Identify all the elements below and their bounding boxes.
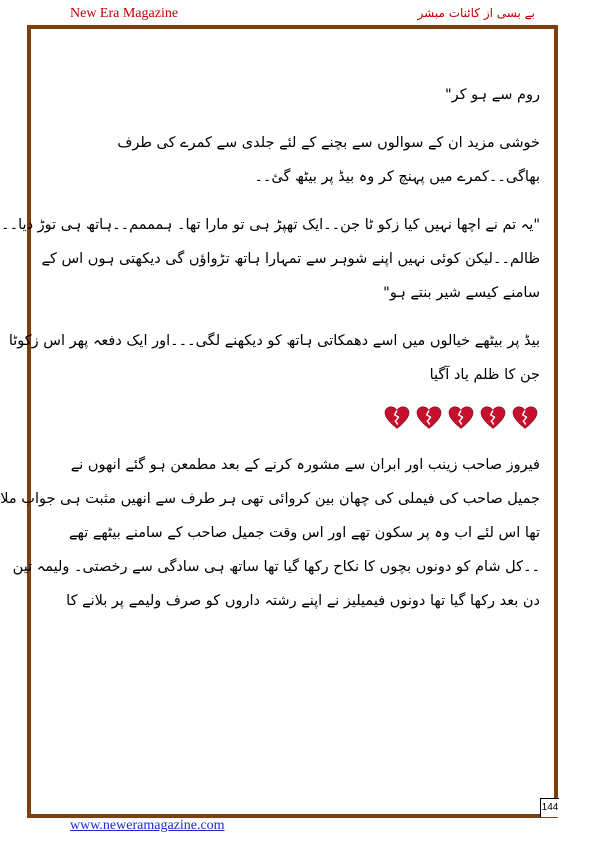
story-body: [0, 78, 540, 632]
broken-heart-icon: [480, 406, 506, 430]
broken-heart-icon: [416, 406, 442, 430]
broken-heart-icon: [448, 406, 474, 430]
section-divider: [55, 406, 540, 436]
page-number: 144: [540, 798, 559, 817]
broken-heart-icon: [384, 406, 410, 430]
text-line: جن کا ظلم یاد آگیا: [429, 367, 540, 383]
paragraph: [8, 324, 540, 392]
broken-heart-icon: [512, 406, 538, 430]
text-line: "یہ تم نے اچھا نہیں کیا زکو ٹا جن۔۔ایک تھپڑ ہی تو مارا تھا۔ ہمممم۔۔ہاتھ ہی توڑ دیا۔۔: [1, 217, 540, 233]
paragraph: [55, 78, 540, 112]
paragraph: [1, 208, 540, 310]
paragraph: [0, 448, 540, 618]
text-line: دن بعد رکھا گیا تھا دونوں فیمیلیز نے اپنے رشتہ داروں کو صرف ولیمے پر بلانے کا: [66, 593, 540, 609]
magazine-name: New Era Magazine: [70, 6, 179, 21]
paragraph: [55, 126, 540, 194]
text-line: خوشی مزید ان کے سوالوں سے بچنے کے لئے جلدی سے کمرے کی طرف: [117, 135, 540, 151]
text-line: سامنے کیسے شیر بنتے ہو": [383, 285, 540, 301]
text-line: بھاگی۔۔کمرے میں پہنچ کر وہ بیڈ پر بیٹھ گئ۔۔: [254, 169, 540, 185]
text-line: تھا اس لئے اب وہ پر سکون تھے اور اس وقت جمیل صاحب کے سامنے بیٹھے تھے: [69, 525, 540, 541]
text-line: ظالم۔۔لیکن کوئی نہیں اپنے شوہر سے تمہارا ہاتھ تڑواؤں گی دیکھتی ہوں اس کے: [41, 251, 540, 267]
text-line: جمیل صاحب کی فیملی کی چھان بین کروائی تھی ہر طرف سے انھیں مثبت ہی جواب ملا: [0, 491, 540, 507]
text-line: فیروز صاحب زینب اور ابران سے مشورہ کرنے کے بعد مطمعن ہو گئے انھوں نے: [70, 457, 540, 473]
text-line: بیڈ پر بیٹھے خیالوں میں اسے دھمکاتی ہاتھ کو دیکھنے لگی۔۔۔اور ایک دفعہ پھر اس زکوٹا: [8, 333, 540, 349]
text-line: روم سے ہو کر": [444, 87, 540, 103]
text-line: ۔۔کل شام کو دونوں بچوں کا نکاح رکھا گیا تھا ساتھ ہی سادگی سے رخصتی۔ ولیمہ تین: [12, 559, 540, 575]
story-title: بے بسی از کائنات مبشر: [417, 6, 535, 20]
website-link[interactable]: www.neweramagazine.com: [70, 818, 225, 833]
